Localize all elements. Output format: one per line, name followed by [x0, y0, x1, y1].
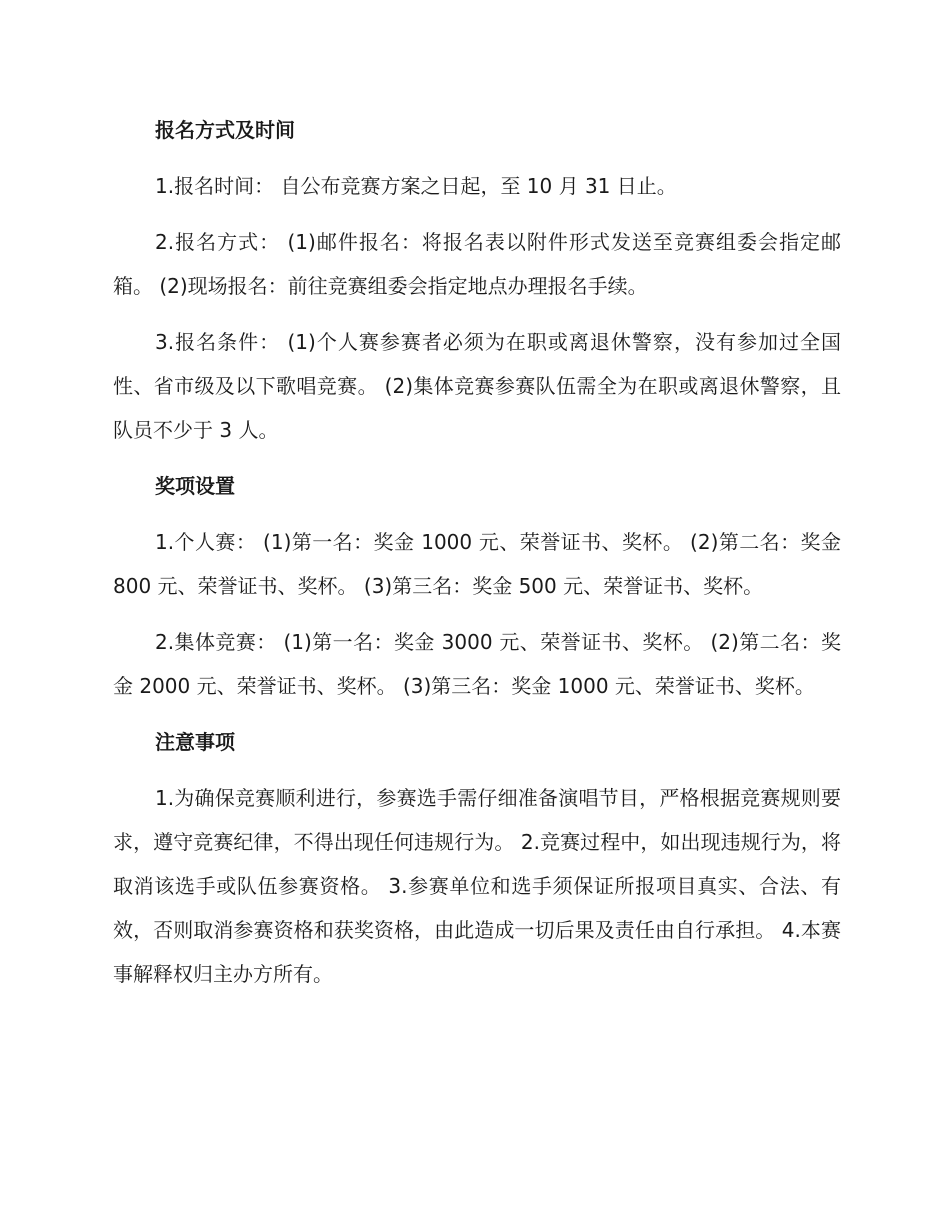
document-body	[113, 108, 841, 1008]
paragraph-registration-time: 1.报名时间： 自公布竞赛方案之日起，至 10 月 31 日止。	[155, 174, 677, 198]
section-heading-registration: 报名方式及时间	[155, 118, 295, 142]
paragraph-registration-method: 2.报名方式： (1)邮件报名：将报名表以附件形式发送至竞赛组委会指定邮箱。 (2)现场报名：前往竞赛组委会指定地点办理报名手续。	[113, 230, 841, 298]
paragraph-registration-conditions: 3.报名条件： (1)个人赛参赛者必须为在职或离退休警察，没有参加过全国性、省市级及以下歌唱竞赛。 (2)集体竞赛参赛队伍需全为在职或离退休警察，且队员不少于 3 人。	[113, 330, 841, 442]
paragraph-notes: 1.为确保竞赛顺利进行，参赛选手需仔细准备演唱节目，严格根据竞赛规则要求，遵守竞赛纪律，不得出现任何违规行为。 2.竞赛过程中，如出现违规行为，将取消该选手或队伍参赛资格。 3.参赛单位和选手须保证所报项目真实、合法、有效，否则取消参赛资格和获奖资格，由此造成一切后果及责任由自行承担。 4.本赛事解释权归主办方所有。	[113, 786, 841, 986]
paragraph-awards-individual: 1.个人赛： (1)第一名：奖金 1000 元、荣誉证书、奖杯。 (2)第二名：奖金 800 元、荣誉证书、奖杯。 (3)第三名：奖金 500 元、荣誉证书、奖杯。	[113, 530, 841, 598]
paragraph-awards-group: 2.集体竞赛： (1)第一名：奖金 3000 元、荣誉证书、奖杯。 (2)第二名：奖金 2000 元、荣誉证书、奖杯。 (3)第三名：奖金 1000 元、荣誉证书、奖杯。	[113, 630, 841, 698]
section-heading-notes: 注意事项	[155, 730, 235, 754]
section-heading-awards: 奖项设置	[155, 474, 235, 498]
